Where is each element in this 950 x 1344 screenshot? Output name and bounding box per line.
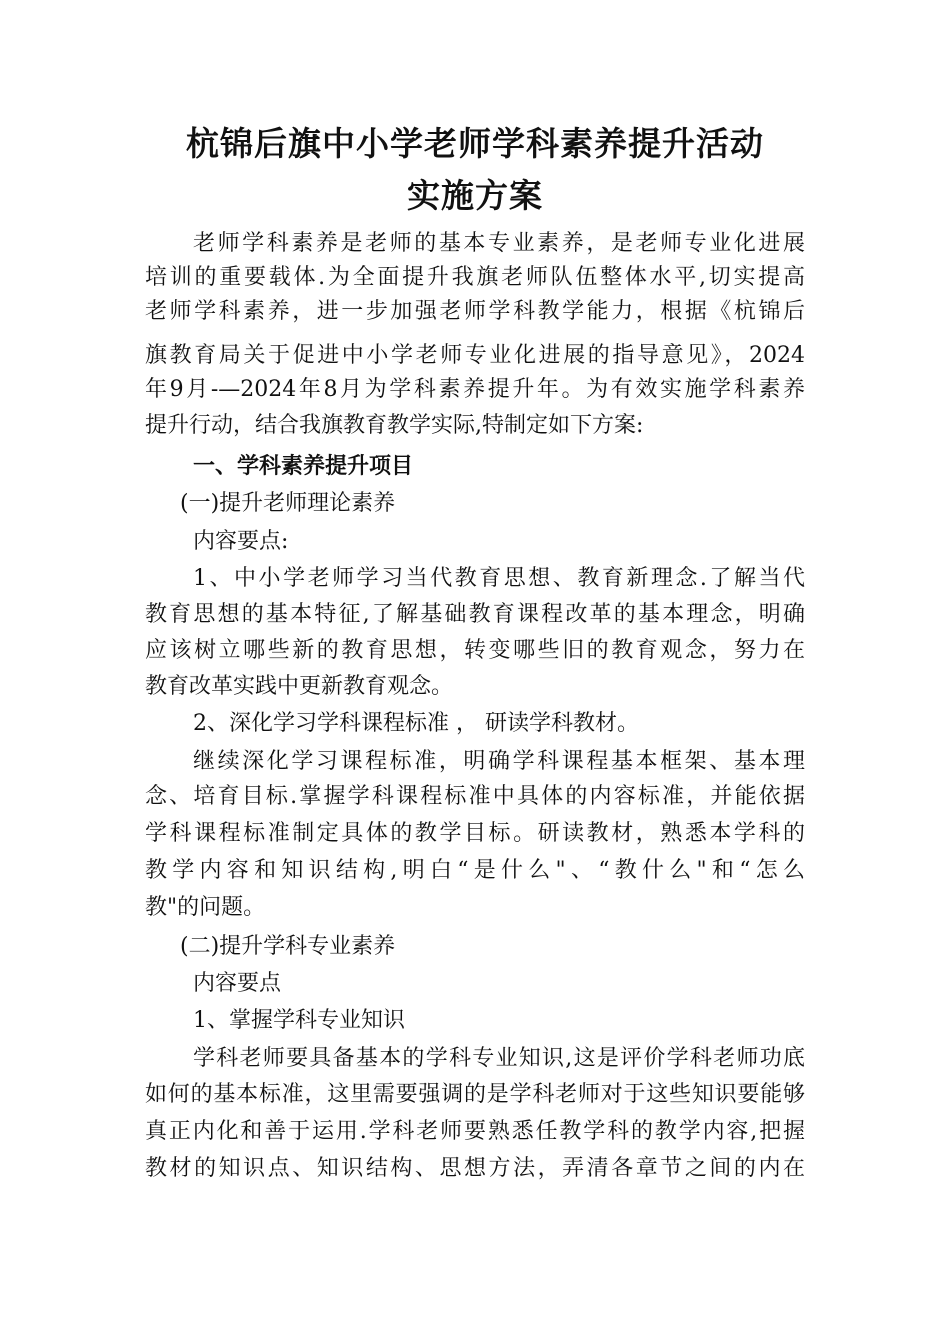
body-text-line: 内容要点: [193,529,289,554]
document-title-line-1: 杭锦后旗中小学老师学科素养提升活动 [186,124,764,163]
body-text-line: 老师学科素养是老师的基本专业素养，是老师专业化进展 [193,231,805,256]
body-text-line: 1、掌握学科专业知识 [193,1008,405,1033]
body-text-line: 培训的重要载体.为全面提升我旗老师队伍整体水平,切实提高 [145,265,805,290]
body-text-line: 老师学科素养，进一步加强老师学科教学能力，根据《杭锦后 [145,299,805,324]
body-text-line: 旗教育局关于促进中小学老师专业化进展的指导意见》，2024 [145,343,805,368]
document-title-line-2: 实施方案 [407,176,543,215]
body-text-line: 2、深化学习学科课程标准 ， 研读学科教材。 [193,711,639,736]
body-text-line: 学科课程标准制定具体的教学目标。研读教材，熟悉本学科的 [145,821,805,846]
body-text-line: 教育思想的基本特征,了解基础教育课程改革的基本理念，明确 [145,602,805,627]
body-text-line: 如何的基本标准，这里需要强调的是学科老师对于这些知识要能够 [145,1082,805,1107]
body-text-line: 继续深化学习课程标准，明确学科课程基本框架、基本理 [193,749,805,774]
body-text-line: 1、中小学老师学习当代教育思想、教育新理念.了解当代 [193,566,805,591]
body-text-line: 教材的知识点、知识结构、思想方法，弄清各章节之间的内在 [145,1156,805,1181]
body-text-line: 教学内容和知识结构,明白“是什么"、“教什么"和“怎么 [145,858,805,883]
body-text-line: 应该树立哪些新的教育思想，转变哪些旧的教育观念，努力在 [145,638,805,663]
body-text-line: 年9月-—2024年8月为学科素养提升年。为有效实施学科素养 [145,377,805,402]
subsection-heading: (一)提升老师理论素养 [180,491,396,516]
body-text-line: 念、培育目标.掌握学科课程标准中具体的内容标准，并能依据 [145,784,805,809]
body-text-line: 学科老师要具备基本的学科专业知识,这是评价学科老师功底 [193,1046,805,1071]
body-text-line: 教"的问题。 [145,895,266,920]
body-text-line: 真正内化和善于运用.学科老师要熟悉任教学科的教学内容,把握 [145,1119,805,1144]
section-heading: 一、学科素养提升项目 [193,454,414,479]
body-text-line: 内容要点 [193,971,282,996]
body-text-line: 提升行动，结合我旗教育教学实际,特制定如下方案: [145,413,644,438]
body-text-line: 教育改革实践中更新教育观念。 [145,674,454,699]
subsection-heading: (二)提升学科专业素养 [180,934,396,959]
